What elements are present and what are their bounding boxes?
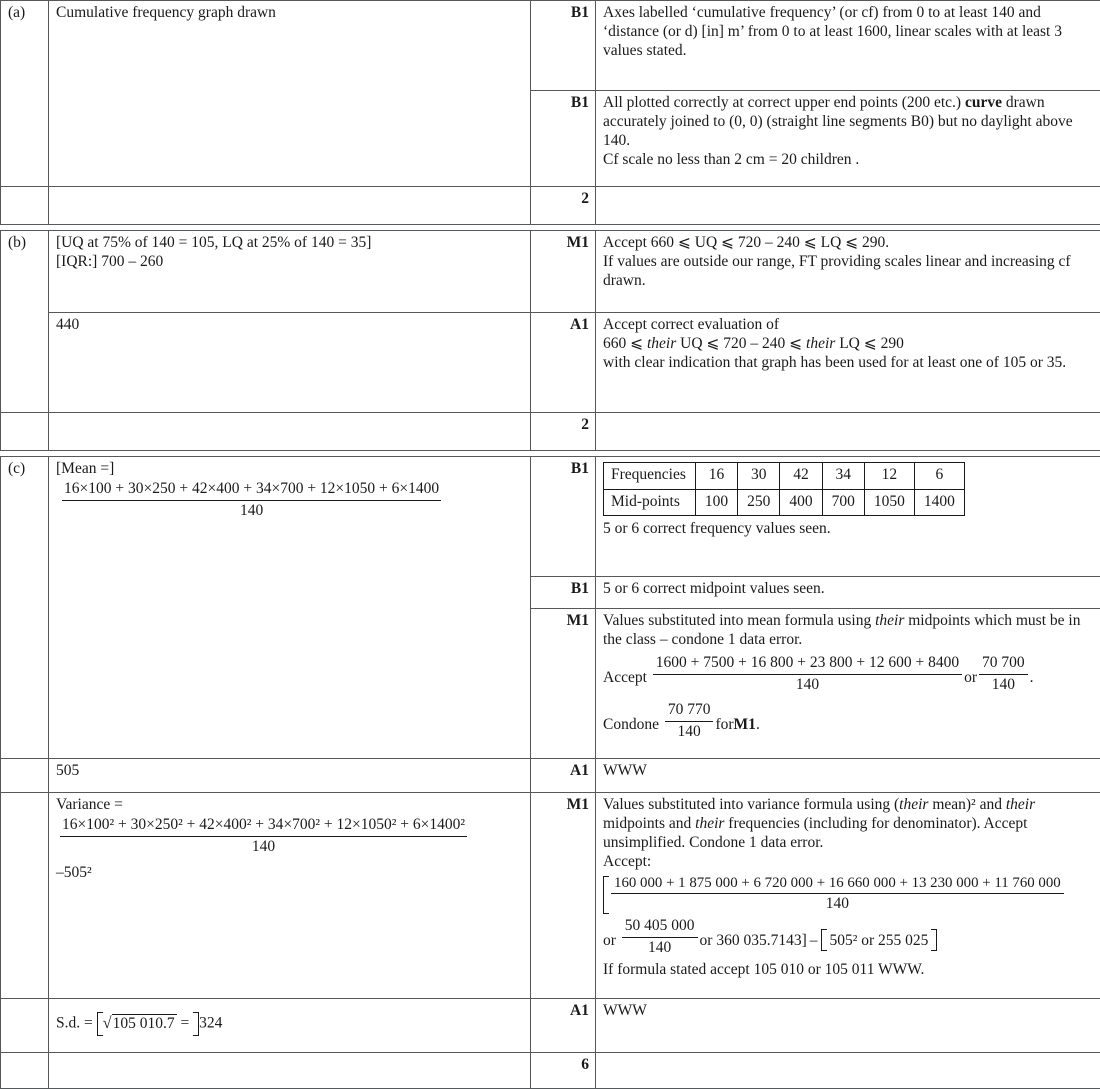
frequencies-midpoints-table	[603, 462, 965, 516]
part-blank-c-2	[1, 793, 49, 999]
m1-mean-condone-row	[603, 701, 1094, 742]
m1-var-c: midpoints and	[603, 815, 695, 832]
condone-label: Condone	[603, 716, 659, 735]
table-row-total-c	[1, 1053, 1100, 1089]
table-row-total-b	[1, 413, 1100, 451]
notes-c-m1-mean	[596, 609, 1100, 759]
mark-b-m1: M1	[531, 231, 596, 313]
notes-a-b1-2-line2: Cf scale no less than 2 cm = 20 children .	[603, 151, 1094, 170]
variance-denominator: 140	[60, 837, 467, 857]
sd-equals: =	[177, 1015, 194, 1032]
total-mark-a: 2	[531, 187, 596, 225]
notes-b-a1-line3: with clear indication that graph has been used for at least one of 105 or 35.	[603, 354, 1094, 373]
table-row-total-a	[1, 187, 1100, 225]
table-row	[1, 999, 1100, 1053]
m1-mean-accept-row	[603, 654, 1094, 695]
notes-blank-b	[596, 413, 1100, 451]
variance-subtract: –505²	[56, 864, 524, 883]
working-mean-answer: 505	[49, 759, 531, 793]
working-c-mean	[49, 457, 531, 759]
midpoint-cell-4: 1050	[864, 489, 914, 516]
mean-fraction	[62, 480, 441, 521]
table-row	[1, 1, 1100, 91]
accept-fraction-1	[653, 654, 962, 695]
working-sd	[49, 999, 531, 1053]
working-blank-b	[49, 413, 531, 451]
variance-fraction-1	[611, 874, 1064, 914]
part-blank-c-1	[1, 759, 49, 793]
midpoint-cell-3: 700	[822, 489, 864, 516]
m1-var-frac2-row	[603, 917, 1094, 958]
mean-numerator: 16×100 + 30×250 + 42×400 + 34×700 + 12×1050 + 6×1400	[62, 480, 441, 501]
working-b-1	[49, 231, 531, 313]
condone-tail-pre: for	[715, 716, 733, 735]
sd-prefix: S.d. =	[56, 1015, 97, 1032]
freq-row	[604, 463, 965, 490]
notes-blank-c	[596, 1053, 1100, 1089]
m1-mean-post: midpoints which must be in the class – condone 1 data error.	[603, 612, 1080, 648]
notes-c-a1-mean: WWW	[596, 759, 1100, 793]
notes-a-b1-2	[596, 91, 1100, 187]
mark-c-b1-freq: B1	[531, 457, 596, 577]
accept-tail: .	[1030, 669, 1034, 688]
mark-c-m1-mean: M1	[531, 609, 596, 759]
square-root-icon	[103, 1014, 177, 1034]
total-mark-c: 6	[531, 1053, 596, 1089]
total-mark-b: 2	[531, 413, 596, 451]
notes-c-a1-sd: WWW	[596, 999, 1100, 1053]
working-variance	[49, 793, 531, 999]
notes-b-m1	[596, 231, 1100, 313]
variance-fraction	[60, 816, 467, 857]
m1-var-b: mean)² and	[928, 796, 1005, 813]
curve-emphasis: curve	[965, 94, 1002, 111]
notes-b-a1-line1: Accept correct evaluation of	[603, 316, 1094, 335]
freq-cell-1: 30	[738, 463, 780, 490]
sd-radicand: 105 010.7	[112, 1014, 177, 1034]
accept-frac1-num: 1600 + 7500 + 16 800 + 23 800 + 12 600 + 8400	[653, 654, 962, 675]
accept-frac2-num: 70 700	[979, 654, 1028, 675]
variance-header: Variance =	[56, 796, 524, 815]
accept-fraction-2	[979, 654, 1028, 695]
m1-var-last-line: If formula stated accept 105 010 or 105 011 WWW.	[603, 961, 1094, 980]
working-b-answer: 440	[49, 313, 531, 413]
mark-b-a1: A1	[531, 313, 596, 413]
accept-frac1-den: 140	[653, 675, 962, 695]
var-frac2-num: 50 405 000	[622, 917, 698, 938]
mark-c-m1-var: M1	[531, 793, 596, 999]
midpoint-cell-0: 100	[695, 489, 737, 516]
condone-tail-post: .	[756, 716, 760, 735]
m1-var-their-3: their	[695, 815, 724, 832]
b-a1-pre: 660 ⩽	[603, 335, 647, 352]
part-blank-c-3	[1, 999, 49, 1053]
table-row	[1, 231, 1100, 313]
variance-numerator: 16×100² + 30×250² + 42×400² + 34×700² + 12×1050² + 6×1400²	[60, 816, 467, 837]
notes-b-a1	[596, 313, 1100, 413]
midpoint-row-header: Mid-points	[604, 489, 696, 516]
condone-frac-num: 70 770	[665, 701, 714, 722]
b-a1-post: LQ ⩽ 290	[835, 335, 904, 352]
midpoint-cell-2: 400	[780, 489, 822, 516]
notes-c-b1-mid: 5 or 6 correct midpoint values seen.	[596, 577, 1100, 609]
freq-cell-3: 34	[822, 463, 864, 490]
m1-mean-pre: Values substituted into mean formula using	[603, 612, 875, 629]
m1-var-d: frequencies (including for denominator). Accept unsimplified. Condone 1 data error.	[603, 815, 1027, 851]
open-bracket-1	[603, 876, 609, 914]
notes-b-m1-line1: Accept 660 ⩽ UQ ⩽ 720 – 240 ⩽ LQ ⩽ 290.	[603, 234, 1094, 253]
mark-c-b1-mid: B1	[531, 577, 596, 609]
working-b-line2: [IQR:] 700 – 260	[56, 253, 524, 272]
freq-cell-5: 6	[914, 463, 964, 490]
close-bracket-2	[931, 929, 937, 951]
var-or-1: or	[603, 932, 616, 951]
mark-a-b1-1: B1	[531, 1, 596, 91]
m1-mean-their: their	[875, 612, 904, 629]
notes-c-freq-text: 5 or 6 correct frequency values seen.	[603, 520, 1094, 539]
notes-b-a1-line2	[603, 335, 1094, 354]
mark-c-a1-mean: A1	[531, 759, 596, 793]
notes-c-m1-var	[596, 793, 1100, 999]
b-a1-mid: UQ ⩽ 720 – 240 ⩽	[676, 335, 806, 352]
m1-var-line1	[603, 796, 1094, 853]
notes-b-m1-line2: If values are outside our range, FT providing scales linear and increasing cf drawn.	[603, 253, 1094, 291]
working-blank-c	[49, 1053, 531, 1089]
part-label-b: (b)	[1, 231, 49, 413]
freq-cell-4: 12	[864, 463, 914, 490]
variance-fraction-2	[622, 917, 698, 958]
var-frac1-den: 140	[611, 894, 1064, 914]
midpoint-row	[604, 489, 965, 516]
accept-label: Accept	[603, 669, 647, 688]
table-row	[1, 313, 1100, 413]
var-minus: –	[810, 932, 818, 951]
part-blank-b	[1, 413, 49, 451]
b-a1-their-2: their	[806, 335, 835, 352]
var-frac1-num: 160 000 + 1 875 000 + 6 720 000 + 16 660 000 + 13 230 000 + 11 760 000	[611, 874, 1064, 894]
table-row	[1, 793, 1100, 999]
freq-cell-2: 42	[780, 463, 822, 490]
part-label-a: (a)	[1, 1, 49, 187]
working-b-line1: [UQ at 75% of 140 = 105, LQ at 25% of 140 = 35]	[56, 234, 524, 253]
notes-c-b1-freq	[596, 457, 1100, 577]
var-bracket-content: 505² or 255 025	[827, 932, 932, 951]
m1-var-a: Values substituted into variance formula using (	[603, 796, 899, 813]
m1-mean-line1	[603, 612, 1094, 650]
condone-frac-den: 140	[665, 722, 714, 742]
midpoint-cell-1: 250	[738, 489, 780, 516]
part-blank-c-4	[1, 1053, 49, 1089]
table-row	[1, 759, 1100, 793]
m1-var-frac1-row	[603, 874, 1094, 914]
sd-expression	[56, 1002, 222, 1036]
notes-blank-a	[596, 187, 1100, 225]
freq-cell-0: 16	[695, 463, 737, 490]
radical-sign: √	[103, 1014, 112, 1032]
notes-a-b1-2-line1: All plotted correctly at correct upper end points (200 etc.) curve drawn accurately joined to (0, 0) (straight line segments B0) but no daylight above 140.	[603, 94, 1094, 151]
notes-a-b1-1: Axes labelled ‘cumulative frequency’ (or cf) from 0 to at least 140 and ‘distance (or d) [in] m’ from 0 to at least 1600, linear scales with at least 3 values stated.	[596, 1, 1100, 91]
condone-fraction	[665, 701, 714, 742]
accept-or: or	[964, 669, 977, 688]
m1-var-their-2: their	[1006, 796, 1035, 813]
freq-row-header: Frequencies	[604, 463, 696, 490]
condone-tail-bold: M1	[734, 716, 756, 735]
var-or-2: or 360 035.7143]	[700, 932, 807, 951]
mark-a-b1-2: B1	[531, 91, 596, 187]
part-blank-a	[1, 187, 49, 225]
m1-var-their-1: their	[899, 796, 928, 813]
part-label-c: (c)	[1, 457, 49, 759]
working-a: Cumulative frequency graph drawn	[49, 1, 531, 187]
sd-value: 324	[199, 1015, 222, 1032]
mark-c-a1-sd: A1	[531, 999, 596, 1053]
accept-frac2-den: 140	[979, 675, 1028, 695]
mean-denominator: 140	[62, 501, 441, 521]
table-row	[1, 457, 1100, 577]
b-a1-their-1: their	[647, 335, 676, 352]
mean-header: [Mean =]	[56, 460, 524, 479]
m1-var-accept-label: Accept:	[603, 853, 1094, 872]
midpoint-cell-5: 1400	[914, 489, 964, 516]
var-frac2-den: 140	[622, 938, 698, 958]
working-blank-a	[49, 187, 531, 225]
